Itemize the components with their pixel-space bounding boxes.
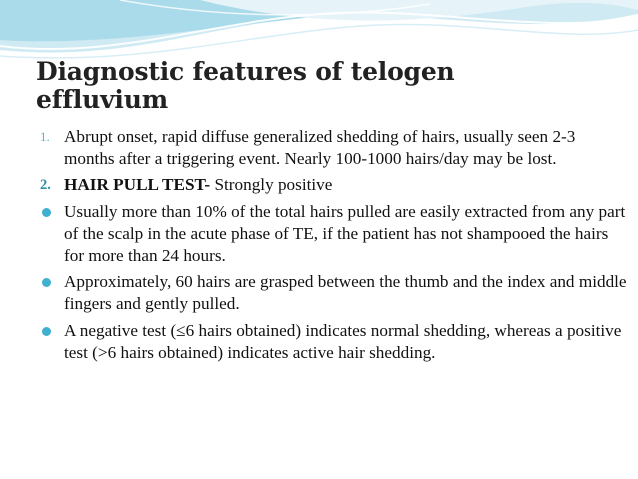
bullet-text: Usually more than 10% of the total hairs pulled are easily extracted from any part of the scalp in the acute phase of TE, if the patient has not shampooed the hairs for more than 24 hours. bbox=[64, 201, 626, 266]
item-text: Strongly positive bbox=[210, 175, 333, 195]
slide-title bbox=[36, 58, 616, 114]
bullet-item-1 bbox=[40, 201, 630, 268]
numbered-item-2 bbox=[40, 174, 630, 196]
bullet-dot-icon bbox=[42, 278, 51, 287]
bullet-item-3 bbox=[40, 320, 630, 364]
title-line-1: Diagnostic features of telogen bbox=[36, 57, 455, 86]
item-text: Abrupt onset, rapid diffuse generalized shedding of hairs, usually seen 2-3 months after a triggering event. Nearly 100-1000 hairs/day may be lost. bbox=[64, 127, 576, 169]
item-number: 2. bbox=[40, 177, 51, 194]
bullet-dot-icon bbox=[42, 208, 51, 217]
hair-pull-test-heading: HAIR PULL TEST- bbox=[64, 175, 211, 195]
item-number: 1. bbox=[40, 129, 50, 144]
title-line-2: effluvium bbox=[36, 85, 168, 114]
bullet-dot-icon bbox=[42, 327, 51, 336]
slide-content bbox=[40, 126, 630, 368]
bullet-text: A negative test (≤6 hairs obtained) indicates normal shedding, whereas a positive test (>6 hairs obtained) indicates active hair shedding. bbox=[64, 320, 622, 362]
bullet-text: Approximately, 60 hairs are grasped between the thumb and the index and middle fingers and gently pulled. bbox=[64, 272, 627, 314]
numbered-item-1 bbox=[40, 126, 630, 170]
bullet-item-2 bbox=[40, 271, 630, 315]
